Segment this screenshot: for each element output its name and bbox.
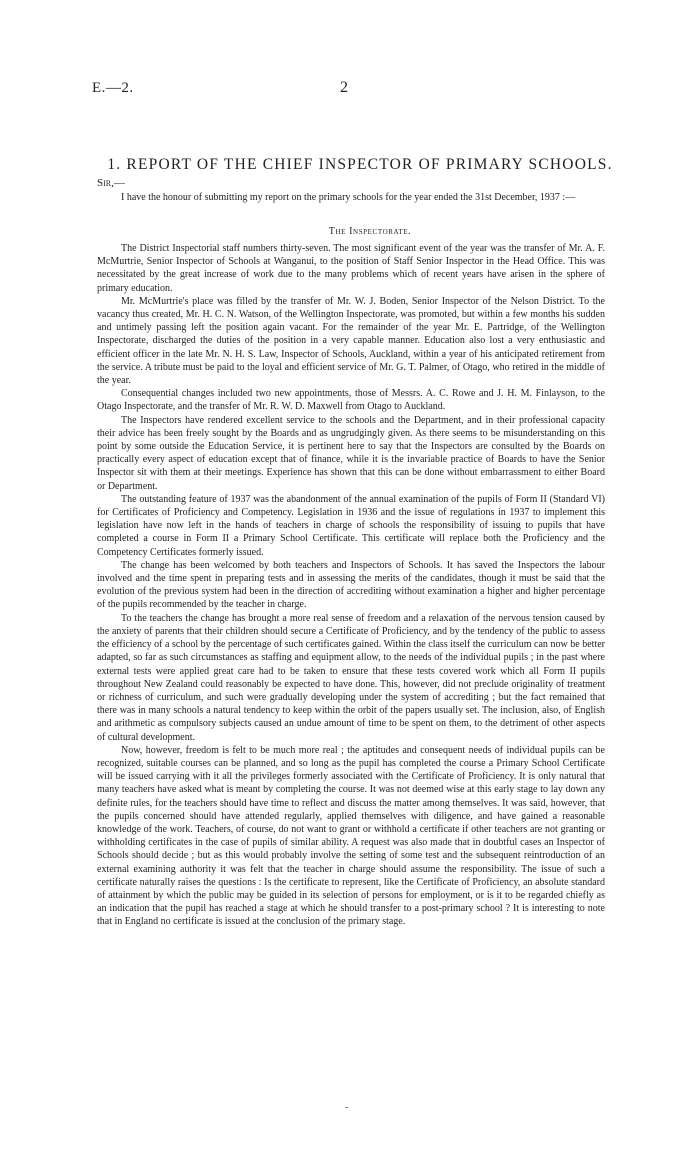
paragraph: To the teachers the change has brought a more real sense of freedom and a relaxation of the nervous tension caused by the anxiety of parents that their children should secure a Certificate of Proficiency, and by the tendency of the public to assess the efficiency of a school by the percentage of such certificates gained. Within the class itself the curriculum can now be better adapted, so far as such circumstances as staffing and equipment allow, to the needs of the individual pupils ; in the past where external tests were applied great care had to be taken to ensure that these tests covered work which all Form II pupils throughout New Zealand could reasonably be expected to have done. This, however, did not preclude originality of treatment or richness of curriculum, and such were gradually developing under the system of accrediting ; but the fact remained that there was in many schools a natural tendency to keep within the orbit of the papers usually set. The inclusion, also, of English and arithmetic as compulsory subjects caused an undue amount of time to be spent on them, to the detriment of other aspects of cultural development. (97, 612, 605, 743)
section-heading: The Inspectorate. (328, 226, 412, 237)
page-number: 2 (340, 79, 348, 96)
report-title: 1. REPORT OF THE CHIEF INSPECTOR OF PRIMARY SCHOOLS. (107, 156, 613, 174)
paragraph: Now, however, freedom is felt to be much more real ; the aptitudes and consequent needs of individual pupils can be recognized, suitable courses can be planned, and so long as the pupil has completed the course a Primary School Certificate will be issued carrying with it all the privileges formerly associated with the Certificate of Proficiency. It is only natural that many teachers have asked what is meant by completing the course. It was not deemed wise at this early stage to lay down any definite rules, for the teachers should have time to reflect and discuss the matter among themselves. It was said, however, that the pupils concerned should have attended regularly, applied themselves with diligence, and have gained a reasonable knowledge of the work. Teachers, of course, do not want to grant or withhold a certificate if other teachers are not granting or withholding certificates in the case of pupils of similar ability. A request was also made that in doubtful cases an Inspector of Schools should decide ; but as this would probably involve the setting of some test and the subsequent reintroduction of an external examining authority it was felt that the teacher in charge should assume the responsibility. The issue of such a certificate naturally raises the questions : Is the certificate to represent, like the Certificate of Proficiency, an absolute standard of attainment by which the public may be guided in its selection of persons for employment, or is it to be regarded chiefly as an indication that the pupil has reached a stage at which he should transfer to a post-primary school ? It is interesting to note that in England no certificate is issued at the conclusion of the primary stage. (97, 744, 605, 928)
intro-paragraph (97, 191, 605, 204)
paragraph: Mr. McMurtrie's place was filled by the transfer of Mr. W. J. Boden, Senior Inspector of the Nelson District. To the vacancy thus created, Mr. H. C. N. Watson, of the Wellington Inspectorate, was promoted, but within a few months his sudden and untimely passing left the position again vacant. For the remainder of the year Mr. E. Partridge, of the Wellington Inspectorate, discharged the duties of the position in a very capable manner. Education also lost a very enthusiastic and efficient officer in the late Mr. N. H. S. Law, Inspector of Schools, Auckland, within a year of his anticipated retirement from the service. A tribute must be paid to the loyal and efficient service of Mr. G. T. Palmer, of Otago, who retired in the middle of the year. (97, 295, 605, 387)
paragraph: The Inspectors have rendered excellent service to the schools and the Department, and in their professional capacity their advice has been freely sought by the Boards and as ungrudgingly given. As there seems to be misunderstanding on this point by some outside the Education Service, it is pertinent here to say that the Inspectors are consulted by the Boards on practically every aspect of education except that of finance, while it is the invariable practice of Boards to have the Senior Inspector sit with them at their meetings. Experience has shown that this can be done without embarrassment to either Board or Department. (97, 414, 605, 492)
body-text (97, 242, 605, 929)
salutation: Sir,— (97, 177, 125, 189)
paragraph: The outstanding feature of 1937 was the abandonment of the annual examination of the pupils of Form II (Standard VI) for Certificates of Proficiency and Competency. Legislation in 1936 and the issue of regulations in 1937 to implement this legislation have now left in the hands of teachers in charge of schools the responsibility of issuing to pupils that have completed a course in Form II a Primary School Certificate. This certificate will replace both the Proficiency and the Competency Certificates formerly issued. (97, 493, 605, 558)
paragraph: The District Inspectorial staff numbers thirty-seven. The most significant event of the year was the transfer of Mr. A. F. McMurtrie, Senior Inspector of Schools at Wanganui, to the position of Staff Senior Inspector in the Head Office. This was necessitated by the great increase of work due to the many problems which of recent years have arisen in the sphere of primary education. (97, 243, 605, 294)
report-reference: E.—2. (92, 80, 134, 96)
footer-mark: - (345, 1102, 349, 1113)
intro-text: I have the honour of submitting my report on the primary schools for the year ended the 31st December, 1937 :— (121, 192, 576, 203)
paragraph: Consequential changes included two new appointments, those of Messrs. A. C. Rowe and J. H. M. Finlayson, to the Otago Inspectorate, and the transfer of Mr. R. W. D. Maxwell from Otago to Auckland. (97, 388, 605, 413)
paragraph: The change has been welcomed by both teachers and Inspectors of Schools. It has saved the Inspectors the labour involved and the time spent in preparing tests and in assessing the merits of the candidates, though it must be said that the evolution of the previous system had been in the direction of accrediting without examination a higher and higher percentage of the pupils recommended by the teacher in charge. (97, 559, 605, 611)
